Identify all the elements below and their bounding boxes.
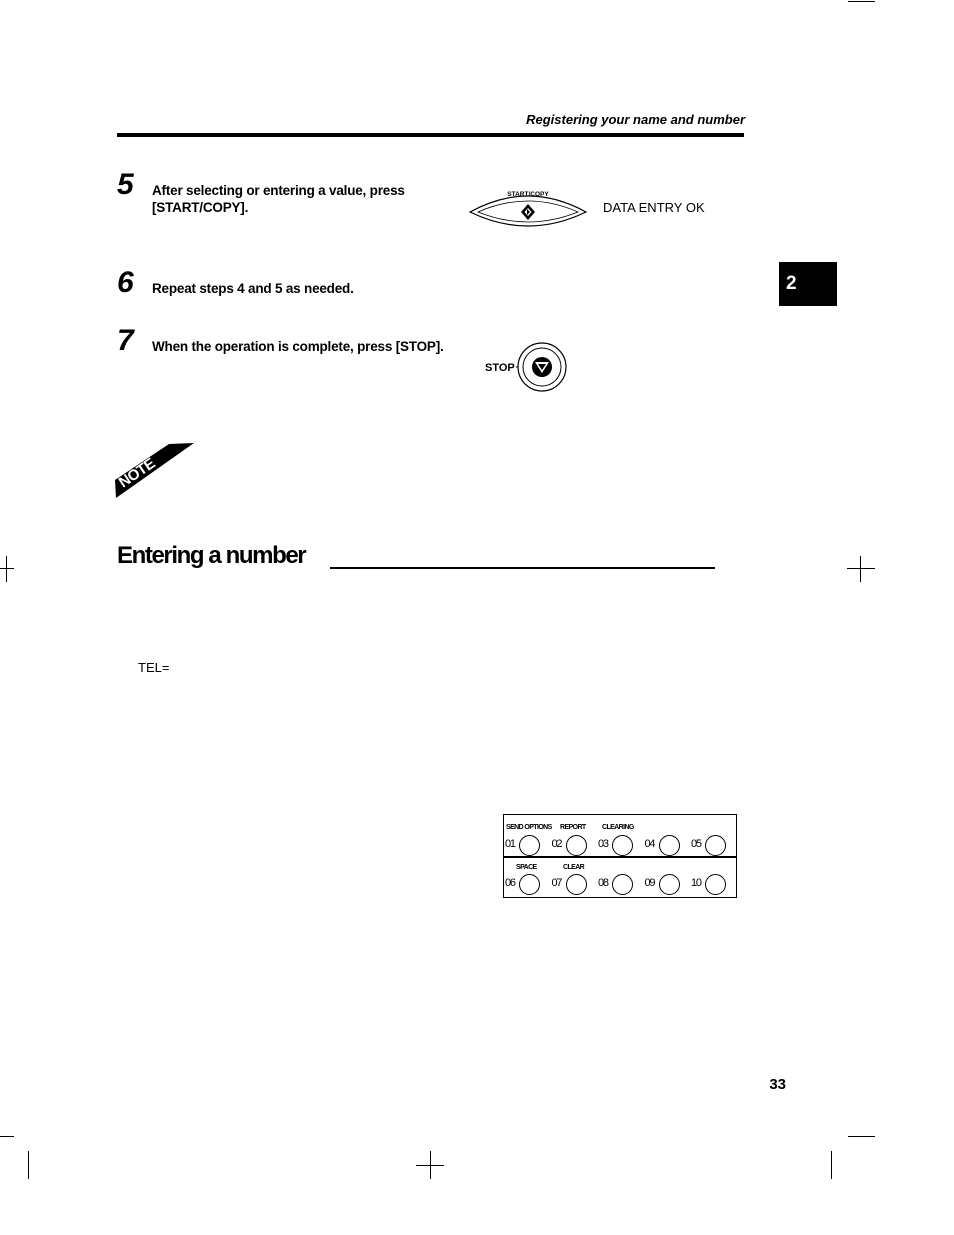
chapter-tab: 2 bbox=[779, 262, 837, 306]
section-rule bbox=[330, 567, 715, 569]
crop-mark bbox=[860, 556, 861, 582]
key-row bbox=[504, 874, 736, 896]
one-touch-key[interactable] bbox=[691, 835, 733, 857]
note-badge bbox=[114, 442, 196, 500]
one-touch-panel bbox=[503, 814, 737, 898]
note-badge-label: NOTE bbox=[115, 455, 159, 492]
panel-label: SPACE bbox=[516, 864, 537, 871]
crop-mark bbox=[6, 556, 7, 582]
one-touch-key[interactable] bbox=[691, 874, 733, 896]
one-touch-key-number: 07 bbox=[551, 877, 562, 889]
step-text-line: Repeat steps 4 and 5 as needed. bbox=[152, 281, 354, 296]
tel-prompt: TEL= bbox=[138, 660, 170, 675]
step-number: 5 bbox=[117, 168, 134, 201]
one-touch-key-number: 09 bbox=[644, 877, 655, 889]
stop-button-graphic bbox=[484, 342, 574, 394]
one-touch-key-button[interactable] bbox=[705, 835, 726, 856]
one-touch-key-button[interactable] bbox=[705, 874, 726, 895]
key-row bbox=[504, 835, 736, 857]
step-text bbox=[152, 280, 354, 297]
step-text-line: When the operation is complete, press [STOP]. bbox=[152, 339, 444, 354]
crop-mark bbox=[0, 1136, 14, 1137]
step-text-line: After selecting or entering a value, press bbox=[152, 183, 405, 198]
one-touch-key-button[interactable] bbox=[659, 874, 680, 895]
panel-label: CLEARING bbox=[602, 824, 634, 831]
step-text-line: [START/COPY]. bbox=[152, 200, 249, 215]
one-touch-key-number: 02 bbox=[551, 838, 562, 850]
step-number: 6 bbox=[117, 266, 134, 299]
one-touch-key[interactable] bbox=[505, 835, 547, 857]
one-touch-key-number: 05 bbox=[691, 838, 701, 850]
start-copy-button-graphic bbox=[468, 186, 588, 230]
one-touch-key[interactable] bbox=[645, 835, 687, 857]
one-touch-key-number: 10 bbox=[691, 877, 701, 889]
one-touch-key-button[interactable] bbox=[612, 835, 633, 856]
start-copy-button[interactable] bbox=[468, 186, 588, 230]
one-touch-key[interactable] bbox=[645, 874, 687, 896]
one-touch-key-number: 08 bbox=[598, 877, 608, 889]
one-touch-key-number: 04 bbox=[644, 838, 655, 850]
stop-button[interactable] bbox=[484, 342, 574, 394]
one-touch-key[interactable] bbox=[552, 874, 594, 896]
one-touch-key-button[interactable] bbox=[659, 835, 680, 856]
crop-mark bbox=[0, 568, 14, 569]
header-rule bbox=[117, 133, 744, 137]
one-touch-key-number: 01 bbox=[505, 838, 515, 850]
one-touch-key[interactable] bbox=[598, 874, 640, 896]
one-touch-key[interactable] bbox=[552, 835, 594, 857]
one-touch-key-button[interactable] bbox=[566, 835, 587, 856]
crop-mark bbox=[430, 1151, 431, 1179]
note-badge-graphic bbox=[114, 442, 196, 500]
crop-mark bbox=[831, 1151, 832, 1179]
crop-mark bbox=[848, 1, 875, 2]
one-touch-key-button[interactable] bbox=[519, 835, 540, 856]
page-number: 33 bbox=[769, 1076, 786, 1093]
section-title: Entering a number bbox=[117, 542, 306, 569]
step-text bbox=[152, 338, 444, 355]
panel-label: SEND OPTIONS bbox=[506, 824, 552, 831]
crop-mark bbox=[847, 568, 875, 569]
display-message: DATA ENTRY OK bbox=[603, 200, 705, 215]
panel-label: REPORT bbox=[560, 824, 586, 831]
start-copy-label: START/COPY bbox=[507, 191, 549, 198]
step-number: 7 bbox=[117, 324, 134, 357]
running-header: Registering your name and number bbox=[526, 112, 745, 127]
one-touch-key[interactable] bbox=[598, 835, 640, 857]
one-touch-key-button[interactable] bbox=[566, 874, 587, 895]
one-touch-key-number: 06 bbox=[505, 877, 515, 889]
step-text bbox=[152, 182, 405, 216]
one-touch-key-number: 03 bbox=[598, 838, 608, 850]
stop-icon bbox=[532, 357, 552, 377]
one-touch-key-button[interactable] bbox=[519, 874, 540, 895]
crop-mark bbox=[28, 1151, 29, 1179]
stop-label: STOP bbox=[485, 362, 515, 374]
crop-mark bbox=[848, 1136, 875, 1137]
one-touch-key-button[interactable] bbox=[612, 874, 633, 895]
panel-label: CLEAR bbox=[563, 864, 585, 871]
one-touch-key[interactable] bbox=[505, 874, 547, 896]
